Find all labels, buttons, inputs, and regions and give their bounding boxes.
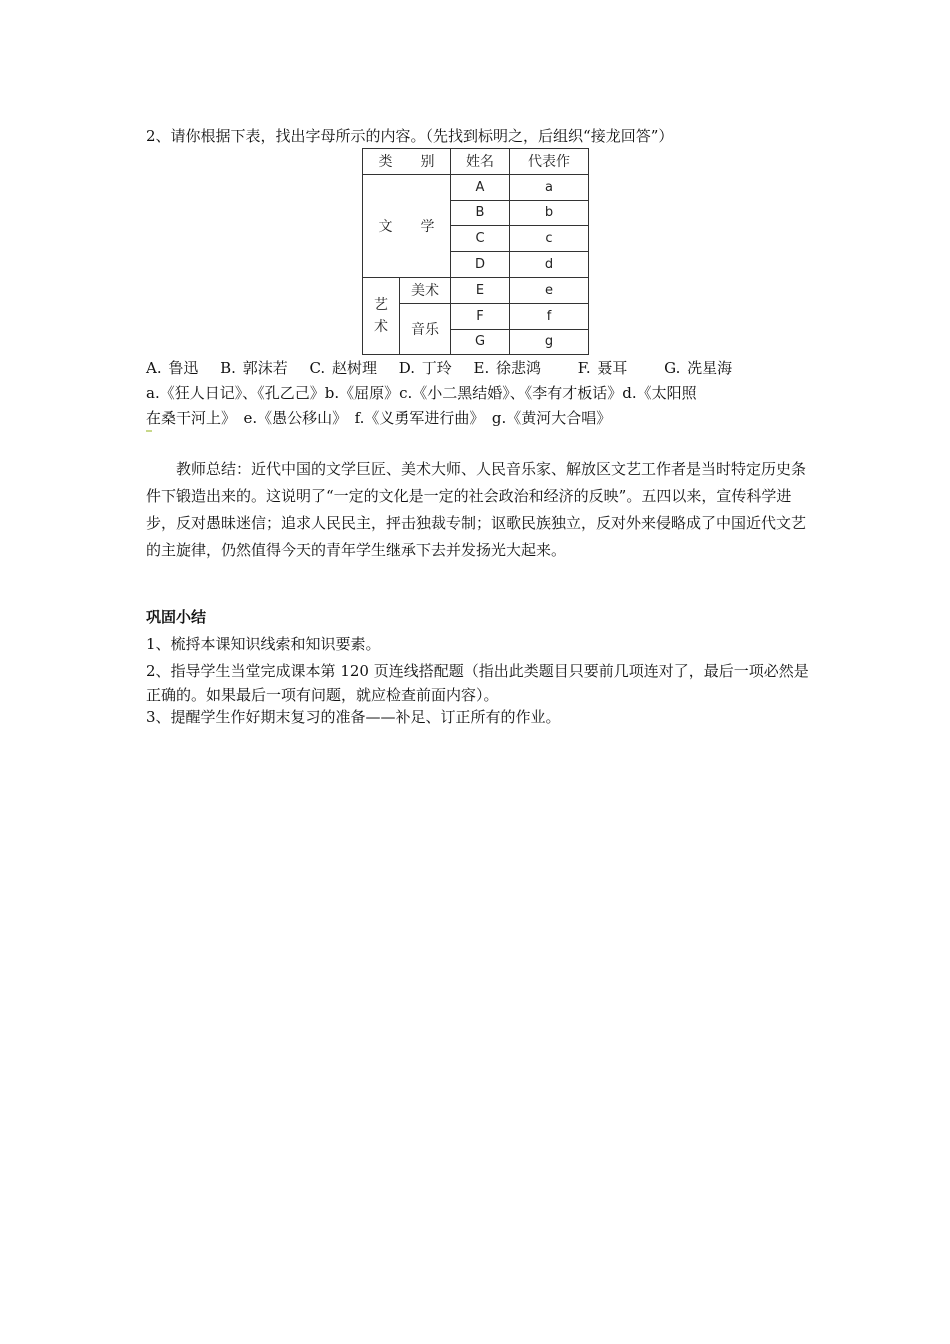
list-item: 2、指导学生当堂完成课本第 120 页连线搭配题（指出此类题目只要前几项连对了，最后一项必然是正确的。如果最后一项有问题，就应检查前面内容）。 <box>146 662 809 704</box>
art-label-char-1: 艺 <box>374 297 388 314</box>
table-header-row <box>363 149 589 175</box>
literature-label: 文 学 <box>363 174 451 277</box>
list-item: 3、提醒学生作好期末复习的准备——补足、订正所有的作业。 <box>146 708 561 726</box>
name-cell: G <box>451 329 510 355</box>
answer-works-line-1: a.《狂人日记》、《孔乙己》b.《屈原》c.《小二黑结婚》、《李有才板话》d.《太阳照 <box>146 384 697 402</box>
header-work: 代表作 <box>510 149 589 175</box>
name-cell: E <box>451 277 510 303</box>
category-table <box>362 148 589 355</box>
section-heading: 巩固小结 <box>146 608 207 626</box>
work-cell: g <box>510 329 589 355</box>
teacher-summary: 教师总结：近代中国的文学巨匠、美术大师、人民音乐家、解放区文艺工作者是当时特定历史条件下锻造出来的。这说明了“一定的文化是一定的社会政治和经济的反映”。五四以来，宣传科学进步，反对愚昧迷信；追求人民民主，抨击独裁专制；讴歌民族独立，反对外来侵略成了中国近代文艺的主旋律，仍然值得今天的青年学生继承下去并发扬光大起来。 <box>146 460 807 559</box>
list-item: 1、梳捋本课知识线索和知识要素。 <box>146 635 381 653</box>
name-cell: B <box>451 200 510 226</box>
name-cell: C <box>451 226 510 252</box>
fine-arts-label: 美术 <box>400 277 451 303</box>
header-category: 类 别 <box>363 149 451 175</box>
name-cell: D <box>451 252 510 278</box>
work-cell: b <box>510 200 589 226</box>
work-cell: a <box>510 174 589 200</box>
work-cell: c <box>510 226 589 252</box>
name-cell: A <box>451 174 510 200</box>
work-cell: e <box>510 277 589 303</box>
table-row <box>363 174 589 200</box>
table-row <box>363 277 589 303</box>
art-label <box>363 277 400 354</box>
answer-names-line: A. 鲁迅 B. 郭沫若 C. 赵树理 D. 丁玲 E. 徐悲鸿 F. 聂耳 G. 冼星海 <box>146 359 733 377</box>
name-cell: F <box>451 303 510 329</box>
work-cell: f <box>510 303 589 329</box>
answer-works-line-2: 在桑干河上》 e.《愚公移山》 f.《义勇军进行曲》 g.《黄河大合唱》 <box>146 409 612 427</box>
question-title: 2、请你根据下表，找出字母所示的内容。（先找到标明之，后组织“接龙回答”） <box>146 127 674 145</box>
music-label: 音乐 <box>400 303 451 355</box>
art-label-char-2: 术 <box>374 319 388 336</box>
highlight-mark <box>146 430 152 432</box>
work-cell: d <box>510 252 589 278</box>
header-name: 姓名 <box>451 149 510 175</box>
